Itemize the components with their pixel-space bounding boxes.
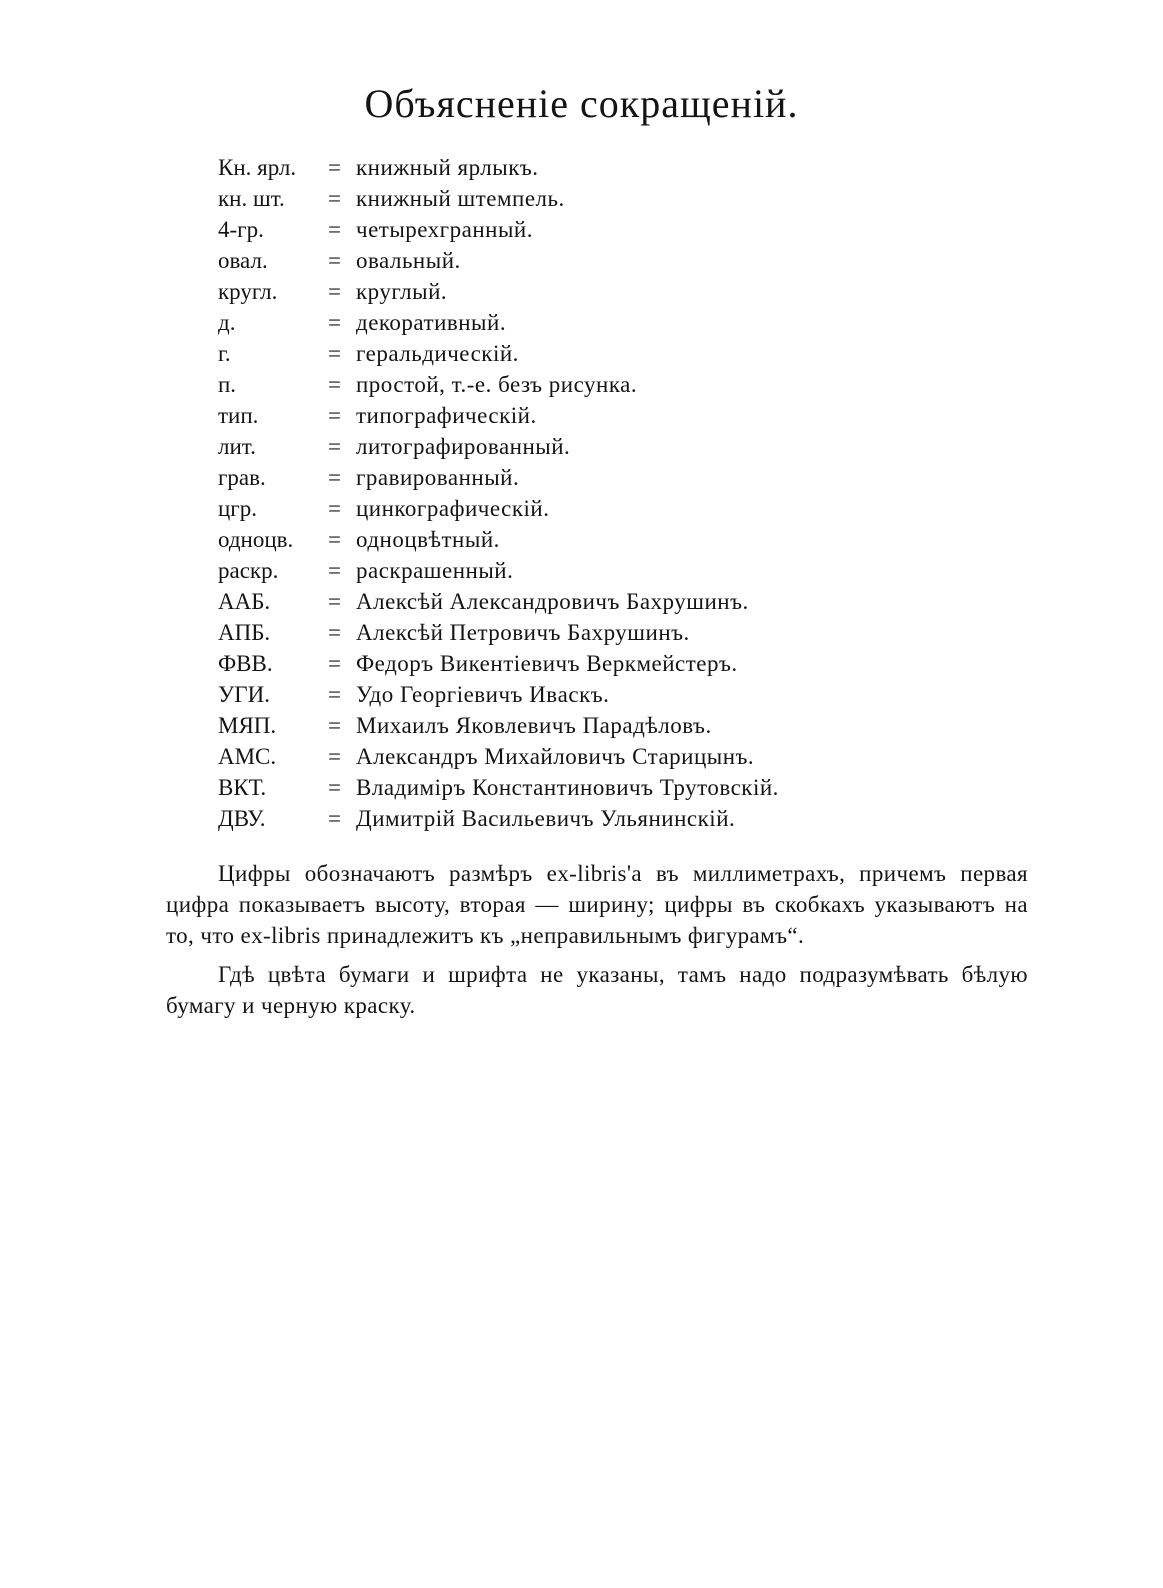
equals-sign: = xyxy=(328,589,341,614)
abbreviation-meaning: овальный. xyxy=(356,248,461,273)
abbreviation: д. xyxy=(218,310,236,335)
abbreviation-meaning: книжный штемпель. xyxy=(356,186,565,211)
abbreviation: одноцв. xyxy=(218,527,294,552)
abbreviation: грав. xyxy=(218,465,266,490)
abbreviation: Кн. ярл. xyxy=(218,155,297,180)
abbreviation: ВКТ. xyxy=(218,775,267,800)
equals-sign: = xyxy=(328,651,341,676)
abbreviation-meaning: Димитрій Васильевичъ Ульянинскій. xyxy=(356,806,736,831)
abbreviation: УГИ. xyxy=(218,682,270,707)
abbreviation: раскр. xyxy=(218,558,279,583)
abbreviation-meaning: четырехгранный. xyxy=(356,217,533,242)
equals-sign: = xyxy=(328,620,341,645)
abbreviation: 4-гр. xyxy=(218,217,264,242)
abbreviation-meaning: цинкографическій. xyxy=(356,496,550,521)
equals-sign: = xyxy=(328,558,341,583)
equals-sign: = xyxy=(328,279,341,304)
abbreviation-meaning: декоративный. xyxy=(356,310,507,335)
equals-sign: = xyxy=(328,527,341,552)
equals-sign: = xyxy=(328,713,341,738)
abbreviation-meaning: книжный ярлыкъ. xyxy=(356,155,539,180)
abbreviation-meaning: раскрашенный. xyxy=(356,558,514,583)
abbreviation: АМС. xyxy=(218,744,277,769)
abbreviation-meaning: простой, т.-е. безъ рисунка. xyxy=(356,372,638,397)
abbreviation: МЯП. xyxy=(218,713,277,738)
equals-sign: = xyxy=(328,682,341,707)
equals-sign: = xyxy=(328,372,341,397)
abbreviation-meaning: Удо Георгіевичъ Ивaскъ. xyxy=(356,682,610,707)
equals-sign: = xyxy=(328,217,341,242)
abbreviation-meaning: Михаилъ Яковлевичъ Парадѣловъ. xyxy=(356,713,712,738)
page-title: Объясненіе сокращеній. xyxy=(364,81,799,126)
equals-sign: = xyxy=(328,248,341,273)
abbreviation: цгр. xyxy=(218,496,257,521)
equals-sign: = xyxy=(328,496,341,521)
abbreviation: ААБ. xyxy=(218,589,271,614)
abbreviation: АПБ. xyxy=(218,620,271,645)
notes-section xyxy=(166,858,1028,1029)
abbreviation: тип. xyxy=(218,403,259,428)
equals-sign: = xyxy=(328,434,341,459)
equals-sign: = xyxy=(328,186,341,211)
equals-sign: = xyxy=(328,341,341,366)
abbreviation: ФВВ. xyxy=(218,651,273,676)
equals-sign: = xyxy=(328,465,341,490)
abbreviation-meaning: типографическій. xyxy=(356,403,537,428)
abbreviation: кругл. xyxy=(218,279,278,304)
abbreviation-meaning: Федоръ Викентіевичъ Веркмейстеръ. xyxy=(356,651,738,676)
equals-sign: = xyxy=(328,806,341,831)
abbreviation: лит. xyxy=(218,434,256,459)
abbreviation-meaning: Алексѣй Александровичъ Бахрушинъ. xyxy=(356,589,749,614)
abbreviation-meaning: одноцвѣтный. xyxy=(356,527,500,552)
abbreviation: п. xyxy=(218,372,237,397)
abbreviation-meaning: круглый. xyxy=(356,279,448,304)
equals-sign: = xyxy=(328,310,341,335)
abbreviation: г. xyxy=(218,341,231,366)
abbreviation: ДВУ. xyxy=(218,806,266,831)
equals-sign: = xyxy=(328,403,341,428)
note-paragraph-colors: Гдѣ цвѣта бумаги и шрифта не указаны, тамъ надо подразумѣвать бѣлую бумагу и черную краску. xyxy=(166,962,1028,1018)
abbreviation-meaning: Владиміръ Константиновичъ Трутовскій. xyxy=(356,775,779,800)
abbreviation: кн. шт. xyxy=(218,186,285,211)
abbreviation-meaning: Александръ Михайловичъ Старицынъ. xyxy=(356,744,755,769)
abbreviation-meaning: геральдическій. xyxy=(356,341,519,366)
abbreviation-meaning: Алексѣй Петровичъ Бахрушинъ. xyxy=(356,620,690,645)
abbreviation-meaning: литографированный. xyxy=(356,434,571,459)
abbreviation: овал. xyxy=(218,248,268,273)
equals-sign: = xyxy=(328,744,341,769)
note-paragraph-dimensions: Цифры обозначаютъ размѣръ ex-libris'a въ миллиметрахъ, причемъ первая цифра показываетъ высоту, вторая — ширину; цифры въ скобкахъ указываютъ на то, что ex-libris принадлежитъ къ „неправильнымъ фигурамъ“. xyxy=(166,861,1028,948)
abbreviation-meaning: гравированный. xyxy=(356,465,520,490)
equals-sign: = xyxy=(328,155,341,180)
equals-sign: = xyxy=(328,775,341,800)
